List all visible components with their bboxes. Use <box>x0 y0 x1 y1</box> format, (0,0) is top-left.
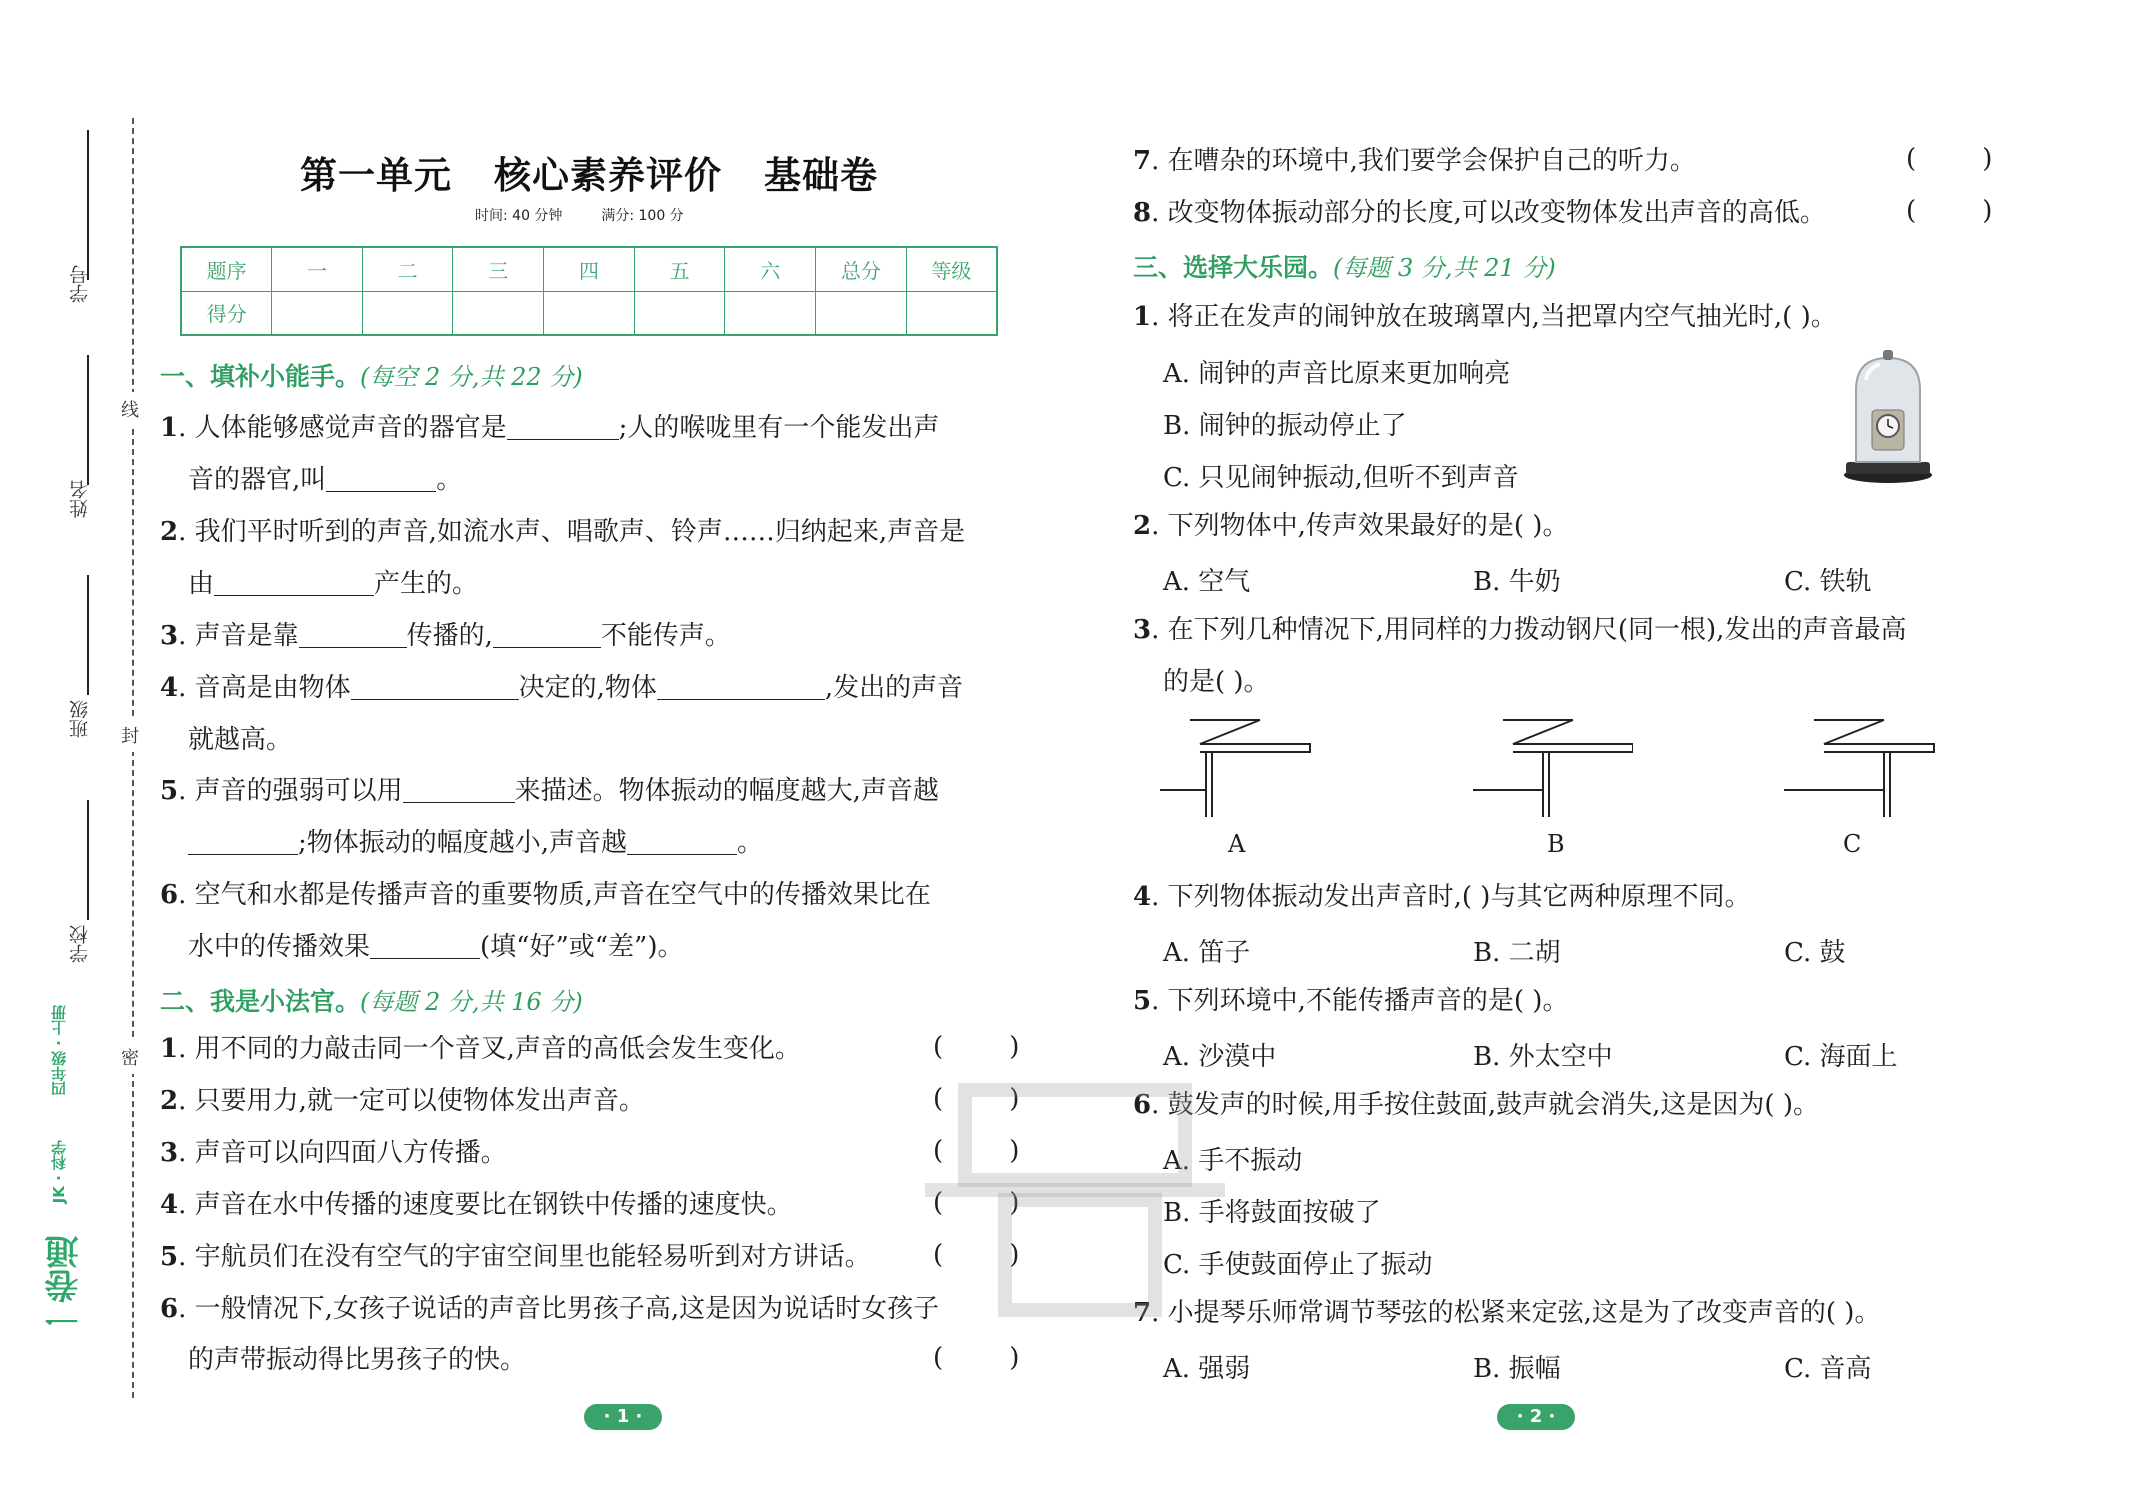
answer-blank[interactable] <box>627 828 737 855</box>
answer-paren[interactable]: ( ) <box>933 1188 1020 1218</box>
answer-blank[interactable] <box>493 621 601 648</box>
s2-q2: 2. 只要用力,就一定可以使物体发出声音。 <box>160 1086 645 1116</box>
ruler-figure-c <box>1784 712 1944 822</box>
score-cell: 五 <box>634 247 725 291</box>
answer-blank[interactable] <box>351 673 519 700</box>
s1-q4-line2: 就越高。 <box>188 725 293 755</box>
figure-label-c[interactable]: C <box>1843 830 1862 858</box>
section3-heading: 三、选择大乐园。(每题 3 分,共 21 分) <box>1133 253 1556 282</box>
section2-heading: 二、我是小法官。(每题 2 分,共 16 分) <box>160 987 583 1016</box>
answer-blank[interactable] <box>188 828 298 855</box>
answer-paren[interactable]: ( ) <box>933 1343 1020 1373</box>
s3-q7: 7. 小提琴乐师常调节琴弦的松紧来定弦,这是为了改变声音的( )。 <box>1133 1298 1881 1328</box>
score-table <box>180 246 998 336</box>
school-line <box>87 800 89 920</box>
answer-paren[interactable]: ( ) <box>1906 196 1993 226</box>
s2-q7: 7. 在嘈杂的环境中,我们要学会保护自己的听力。 <box>1133 146 1696 176</box>
figure-label-b[interactable]: B <box>1547 830 1565 858</box>
s2-q1: 1. 用不同的力敲击同一个音叉,声音的高低会发生变化。 <box>160 1034 801 1064</box>
option-a[interactable]: A. 沙漠中 <box>1163 1042 1277 1072</box>
cut-char-mi: 密 <box>121 1040 139 1074</box>
score-cell: 题序 <box>181 247 272 291</box>
name-line <box>87 355 89 485</box>
option-c[interactable]: C. 只见闹钟振动,但听不到声音 <box>1163 463 1519 493</box>
watermark-logo <box>905 1080 1245 1370</box>
brand-logo: 一卷通 <box>45 1235 85 1337</box>
page-number-2: · 2 · <box>1497 1404 1575 1430</box>
s2-q4: 4. 声音在水中传播的速度要比在钢铁中传播的速度快。 <box>160 1190 793 1220</box>
option-c[interactable]: C. 手使鼓面停止了振动 <box>1163 1250 1433 1280</box>
ruler-figure-a <box>1160 712 1320 822</box>
option-b[interactable]: B. 二胡 <box>1473 938 1561 968</box>
answer-paren[interactable]: ( ) <box>933 1240 1020 1270</box>
answer-blank[interactable] <box>326 465 436 492</box>
exam-meta <box>475 205 684 225</box>
answer-paren[interactable]: ( ) <box>933 1084 1020 1114</box>
answer-blank[interactable] <box>403 776 515 803</box>
option-a[interactable]: A. 强弱 <box>1163 1354 1251 1384</box>
option-b[interactable]: B. 外太空中 <box>1473 1042 1613 1072</box>
score-cell: 三 <box>453 247 544 291</box>
answer-paren[interactable]: ( ) <box>1906 144 1993 174</box>
option-c[interactable]: C. 音高 <box>1784 1354 1872 1384</box>
option-a[interactable]: A. 手不振动 <box>1163 1146 1303 1176</box>
s1-q5-line1: 5. 声音的强弱可以用 来描述。物体振动的幅度越大,声音越 <box>160 776 939 806</box>
s1-q6-line2: 水中的传播效果 (填“好”或“差”)。 <box>188 932 684 962</box>
cut-char-xian: 线 <box>121 392 139 426</box>
score-cell: 四 <box>544 247 635 291</box>
score-cell: 得分 <box>181 291 272 335</box>
option-c[interactable]: C. 鼓 <box>1784 938 1846 968</box>
s1-q1-line1: 1. 人体能够感觉声音的器官是 ;人的喉咙里有一个能发出声 <box>160 413 940 443</box>
s1-q2-line1: 2. 我们平时听到的声音,如流水声、唱歌声、铃声……归纳起来,声音是 <box>160 517 966 547</box>
bell-jar-clock-image <box>1838 350 1938 485</box>
s2-q5: 5. 宇航员们在没有空气的宇宙空间里也能轻易听到对方讲话。 <box>160 1242 871 1272</box>
s2-q3: 3. 声音可以向四面八方传播。 <box>160 1138 507 1168</box>
s1-q4-line1: 4. 音高是由物体 决定的,物体 ,发出的声音 <box>160 673 964 703</box>
s1-q2-line2: 由 产生的。 <box>188 569 479 599</box>
s1-q6-line1: 6. 空气和水都是传播声音的重要物质,声音在空气中的传播效果比在 <box>160 880 931 910</box>
s3-q4: 4. 下列物体振动发出声音时,( )与其它两种原理不同。 <box>1133 882 1751 912</box>
score-cell: 二 <box>362 247 453 291</box>
s3-q6: 6. 鼓发声的时候,用手按住鼓面,鼓声就会消失,这是因为( )。 <box>1133 1090 1819 1120</box>
page-number-1: · 1 · <box>584 1404 662 1430</box>
title-unit: 第一单元 <box>300 154 452 197</box>
score-cell: 总分 <box>816 247 907 291</box>
name-label: 姓名 <box>69 480 91 518</box>
section1-heading: 一、填补小能手。(每空 2 分,共 22 分) <box>160 362 583 391</box>
s3-q3-line2: 的是( )。 <box>1163 667 1270 697</box>
option-b[interactable]: B. 牛奶 <box>1473 567 1561 597</box>
answer-blank[interactable] <box>299 621 407 648</box>
s3-q1: 1. 将正在发声的闹钟放在玻璃罩内,当把罩内空气抽光时,( )。 <box>1133 302 1837 332</box>
score-cell: 六 <box>725 247 816 291</box>
brand-subject: JK · 科学 <box>50 1140 68 1204</box>
answer-blank[interactable] <box>214 569 374 596</box>
option-b[interactable]: B. 手将鼓面按破了 <box>1163 1198 1381 1228</box>
school-label: 学校 <box>69 925 91 963</box>
score-cell: 一 <box>272 247 363 291</box>
option-c[interactable]: C. 海面上 <box>1784 1042 1898 1072</box>
s2-q6-line1: 6. 一般情况下,女孩子说话的声音比男孩子高,这是因为说话时女孩子 <box>160 1294 940 1324</box>
ruler-figure-b <box>1473 712 1633 822</box>
option-a[interactable]: A. 笛子 <box>1163 938 1251 968</box>
student-id-label: 学号 <box>69 265 91 303</box>
cut-char-feng: 封 <box>121 718 139 752</box>
score-table-header-row <box>181 247 997 291</box>
cut-line <box>132 118 134 1398</box>
title-main: 核心素养评价 <box>494 154 722 197</box>
brand-grade: 四年级 · 上册 <box>50 1005 68 1097</box>
answer-blank[interactable] <box>657 673 825 700</box>
answer-paren[interactable]: ( ) <box>933 1032 1020 1062</box>
class-label: 班级 <box>69 700 91 738</box>
s1-q1-line2: 音的器官,叫 。 <box>188 465 463 495</box>
option-c[interactable]: C. 铁轨 <box>1784 567 1872 597</box>
exam-score: 满分: 100 分 <box>601 208 684 224</box>
option-a[interactable]: A. 闹钟的声音比原来更加响亮 <box>1163 359 1511 389</box>
answer-blank[interactable] <box>370 932 480 959</box>
score-table-score-row <box>181 291 997 335</box>
binding-margin <box>0 0 135 1508</box>
answer-paren[interactable]: ( ) <box>933 1136 1020 1166</box>
s1-q3: 3. 声音是靠 传播的, 不能传声。 <box>160 621 731 651</box>
exam-time: 时间: 40 分钟 <box>475 208 563 224</box>
s1-q5-line2: ;物体振动的幅度越小,声音越 。 <box>188 826 763 860</box>
s3-q3-line1: 3. 在下列几种情况下,用同样的力拨动钢尺(同一根),发出的声音最高 <box>1133 615 1907 645</box>
option-b[interactable]: B. 闹钟的振动停止了 <box>1163 411 1407 441</box>
option-a[interactable]: A. 空气 <box>1163 567 1251 597</box>
s2-q8: 8. 改变物体振动部分的长度,可以改变物体发出声音的高低。 <box>1133 198 1826 228</box>
s2-q6-line2: 的声带振动得比男孩子的快。 <box>188 1345 527 1375</box>
page-title <box>300 145 878 199</box>
student-id-line <box>87 130 89 280</box>
figure-label-a[interactable]: A <box>1228 830 1246 858</box>
title-type: 基础卷 <box>764 154 878 197</box>
option-b[interactable]: B. 振幅 <box>1473 1354 1561 1384</box>
score-cell: 等级 <box>906 247 997 291</box>
answer-blank[interactable] <box>507 413 619 440</box>
s3-q5: 5. 下列环境中,不能传播声音的是( )。 <box>1133 986 1569 1016</box>
s3-q2: 2. 下列物体中,传声效果最好的是( )。 <box>1133 511 1569 541</box>
class-line <box>87 575 89 695</box>
